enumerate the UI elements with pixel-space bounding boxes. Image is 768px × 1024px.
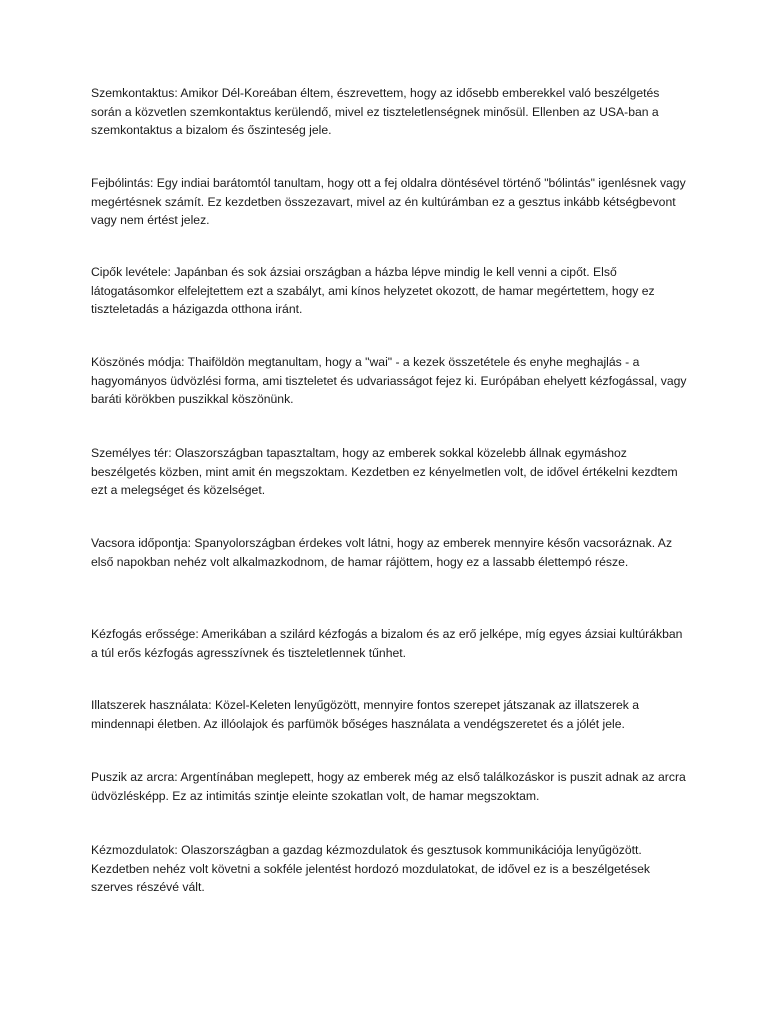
paragraph-personal-space: Személyes tér: Olaszországban tapasztaltam, hogy az emberek sokkal közelebb állnak egymáshoz beszélgetés közben, mint amit én megszoktam. Kezdetben ez kényelmetlen volt, de idővel értékelni kezdtem ezt a melegséget és közelséget. [91, 446, 678, 498]
paragraph-greeting: Köszönés módja: Thaiföldön megtanultam, hogy a "wai" - a kezek összetétele és enyhe meghajlás - a hagyományos üdvözlési forma, ami tiszteletet és udvariasságot fejez ki. Európában ehelyett kézfogással, vagy baráti körökben puszikkal köszönünk. [91, 355, 687, 407]
paragraph-eye-contact: Szemkontaktus: Amikor Dél-Koreában éltem, észrevettem, hogy az idősebb emberekkel való beszélgetés során a közvetlen szemkontaktus kerülendő, mivel ez tiszteletlenségnek minősül. Ellenben az USA-ban a szemkontaktus a bizalom és őszinteség jele. [91, 86, 660, 138]
paragraph-cheek-kiss: Puszik az arcra: Argentínában meglepett, hogy az emberek még az első találkozáskor is puszit adnak az arcra üdvözlésképp. Ez az intimitás szintje eleinte szokatlan volt, de hamar megszoktam. [91, 770, 686, 803]
paragraph-head-nod: Fejbólintás: Egy indiai barátomtól tanultam, hogy ott a fej oldalra döntésével történő "bólintás" igenlésnek vagy megértésnek számít. Ez kezdetben összezavart, mivel az én kultúrámban ez a gesztus inkább kétségbevont vagy nem értést jelez. [91, 176, 686, 228]
paragraph-handshake: Kézfogás erőssége: Amerikában a szilárd kézfogás a bizalom és az erő jelképe, míg egyes ázsiai kultúrákban a túl erős kézfogás agresszívnek és tiszteletlennek tűnhet. [91, 627, 683, 660]
paragraph-dinner-time: Vacsora időpontja: Spanyolországban érdekes volt látni, hogy az emberek mennyire későn vacsoráznak. Az első napokban nehéz volt alkalmazkodnom, de hamar rájöttem, hogy ez a lassabb élettempó része. [91, 536, 673, 569]
paragraph-hand-gestures: Kézmozdulatok: Olaszországban a gazdag kézmozdulatok és gesztusok kommunikációja lenyűgözött. Kezdetben nehéz volt követni a sokféle jelentést hordozó mozdulatokat, de idővel ez is a beszélgetések szerves részévé vált. [91, 843, 650, 895]
paragraph-shoe-removal: Cipők levétele: Japánban és sok ázsiai országban a házba lépve mindig le kell venni a cipőt. Első látogatásomkor elfelejtettem ezt a szabályt, ami kínos helyzetet okozott, de hamar megértettem, hogy ez tiszteletadás a házigazda otthona iránt. [91, 265, 655, 317]
paragraph-fragrances: Illatszerek használata: Közel-Keleten lenyűgözött, mennyire fontos szerepet játszanak az illatszerek a mindennapi életben. Az illóolajok és parfümök bőséges használata a vendégszeretet és a jólét jele. [91, 698, 640, 731]
